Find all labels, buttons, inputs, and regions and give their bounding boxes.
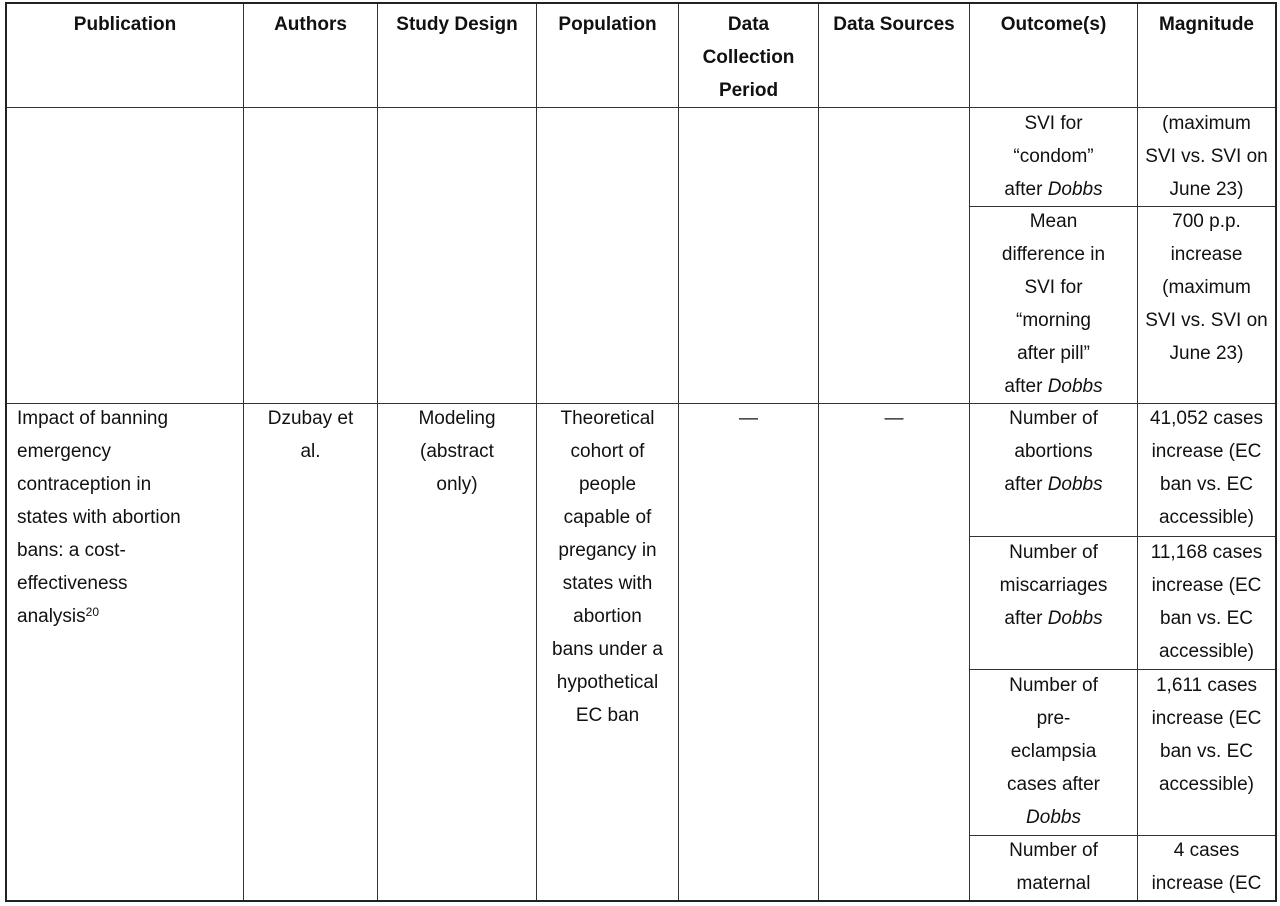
reference-number: 20 [85, 605, 100, 619]
outcome-cell: Number of maternal [1009, 840, 1098, 894]
publication-cell [17, 402, 241, 633]
header-outcomes: Outcome(s) [1000, 14, 1107, 35]
magnitude-cell: (maximum SVI vs. SVI on June 23) [1145, 113, 1268, 200]
data-sources-cell: — [884, 408, 904, 429]
magnitude-cell: 11,168 cases increase (EC ban vs. EC accessible) [1150, 542, 1263, 662]
magnitude-cell: 4 cases increase (EC [1151, 840, 1262, 894]
header-publication: Publication [73, 14, 177, 35]
outcome-cell: Mean difference in SVI for “morning after pill” after Dobbs [1001, 211, 1106, 397]
evidence-table [5, 2, 1277, 902]
header-study-design: Study Design [396, 14, 518, 35]
outcome-cell: Number of miscarriages after Dobbs [999, 542, 1108, 629]
outcome-cell: Number of abortions after Dobbs [1004, 408, 1103, 495]
header-population: Population [558, 14, 657, 35]
magnitude-cell: 700 p.p. increase (maximum SVI vs. SVI on June 23) [1145, 211, 1268, 364]
study-design-cell: Modeling (abstract only) [418, 408, 496, 495]
magnitude-cell: 1,611 cases increase (EC ban vs. EC accessible) [1151, 675, 1262, 795]
header-data-sources: Data Sources [833, 14, 955, 35]
outcome-cell: Number of pre- eclampsia cases after Dobbs [1007, 675, 1100, 828]
data-collection-period-cell: — [739, 408, 758, 429]
publication-title: Impact of banning emergency contraception in states with abortion bans: a cost- effectiveness analysis [17, 408, 181, 627]
column-divider [818, 4, 819, 900]
column-divider [678, 4, 679, 900]
header-data-collection-period: Data Collection Period [702, 14, 795, 101]
magnitude-cell: 41,052 cases increase (EC ban vs. EC accessible) [1149, 408, 1264, 528]
header-authors: Authors [274, 14, 347, 35]
population-cell: Theoretical cohort of people capable of pregancy in states with abortion bans under a hypothetical EC ban [552, 408, 663, 726]
header-magnitude: Magnitude [1159, 14, 1254, 35]
authors-cell: Dzubay et al. [267, 408, 354, 462]
outcome-cell: SVI for “condom” after Dobbs [1004, 113, 1103, 200]
